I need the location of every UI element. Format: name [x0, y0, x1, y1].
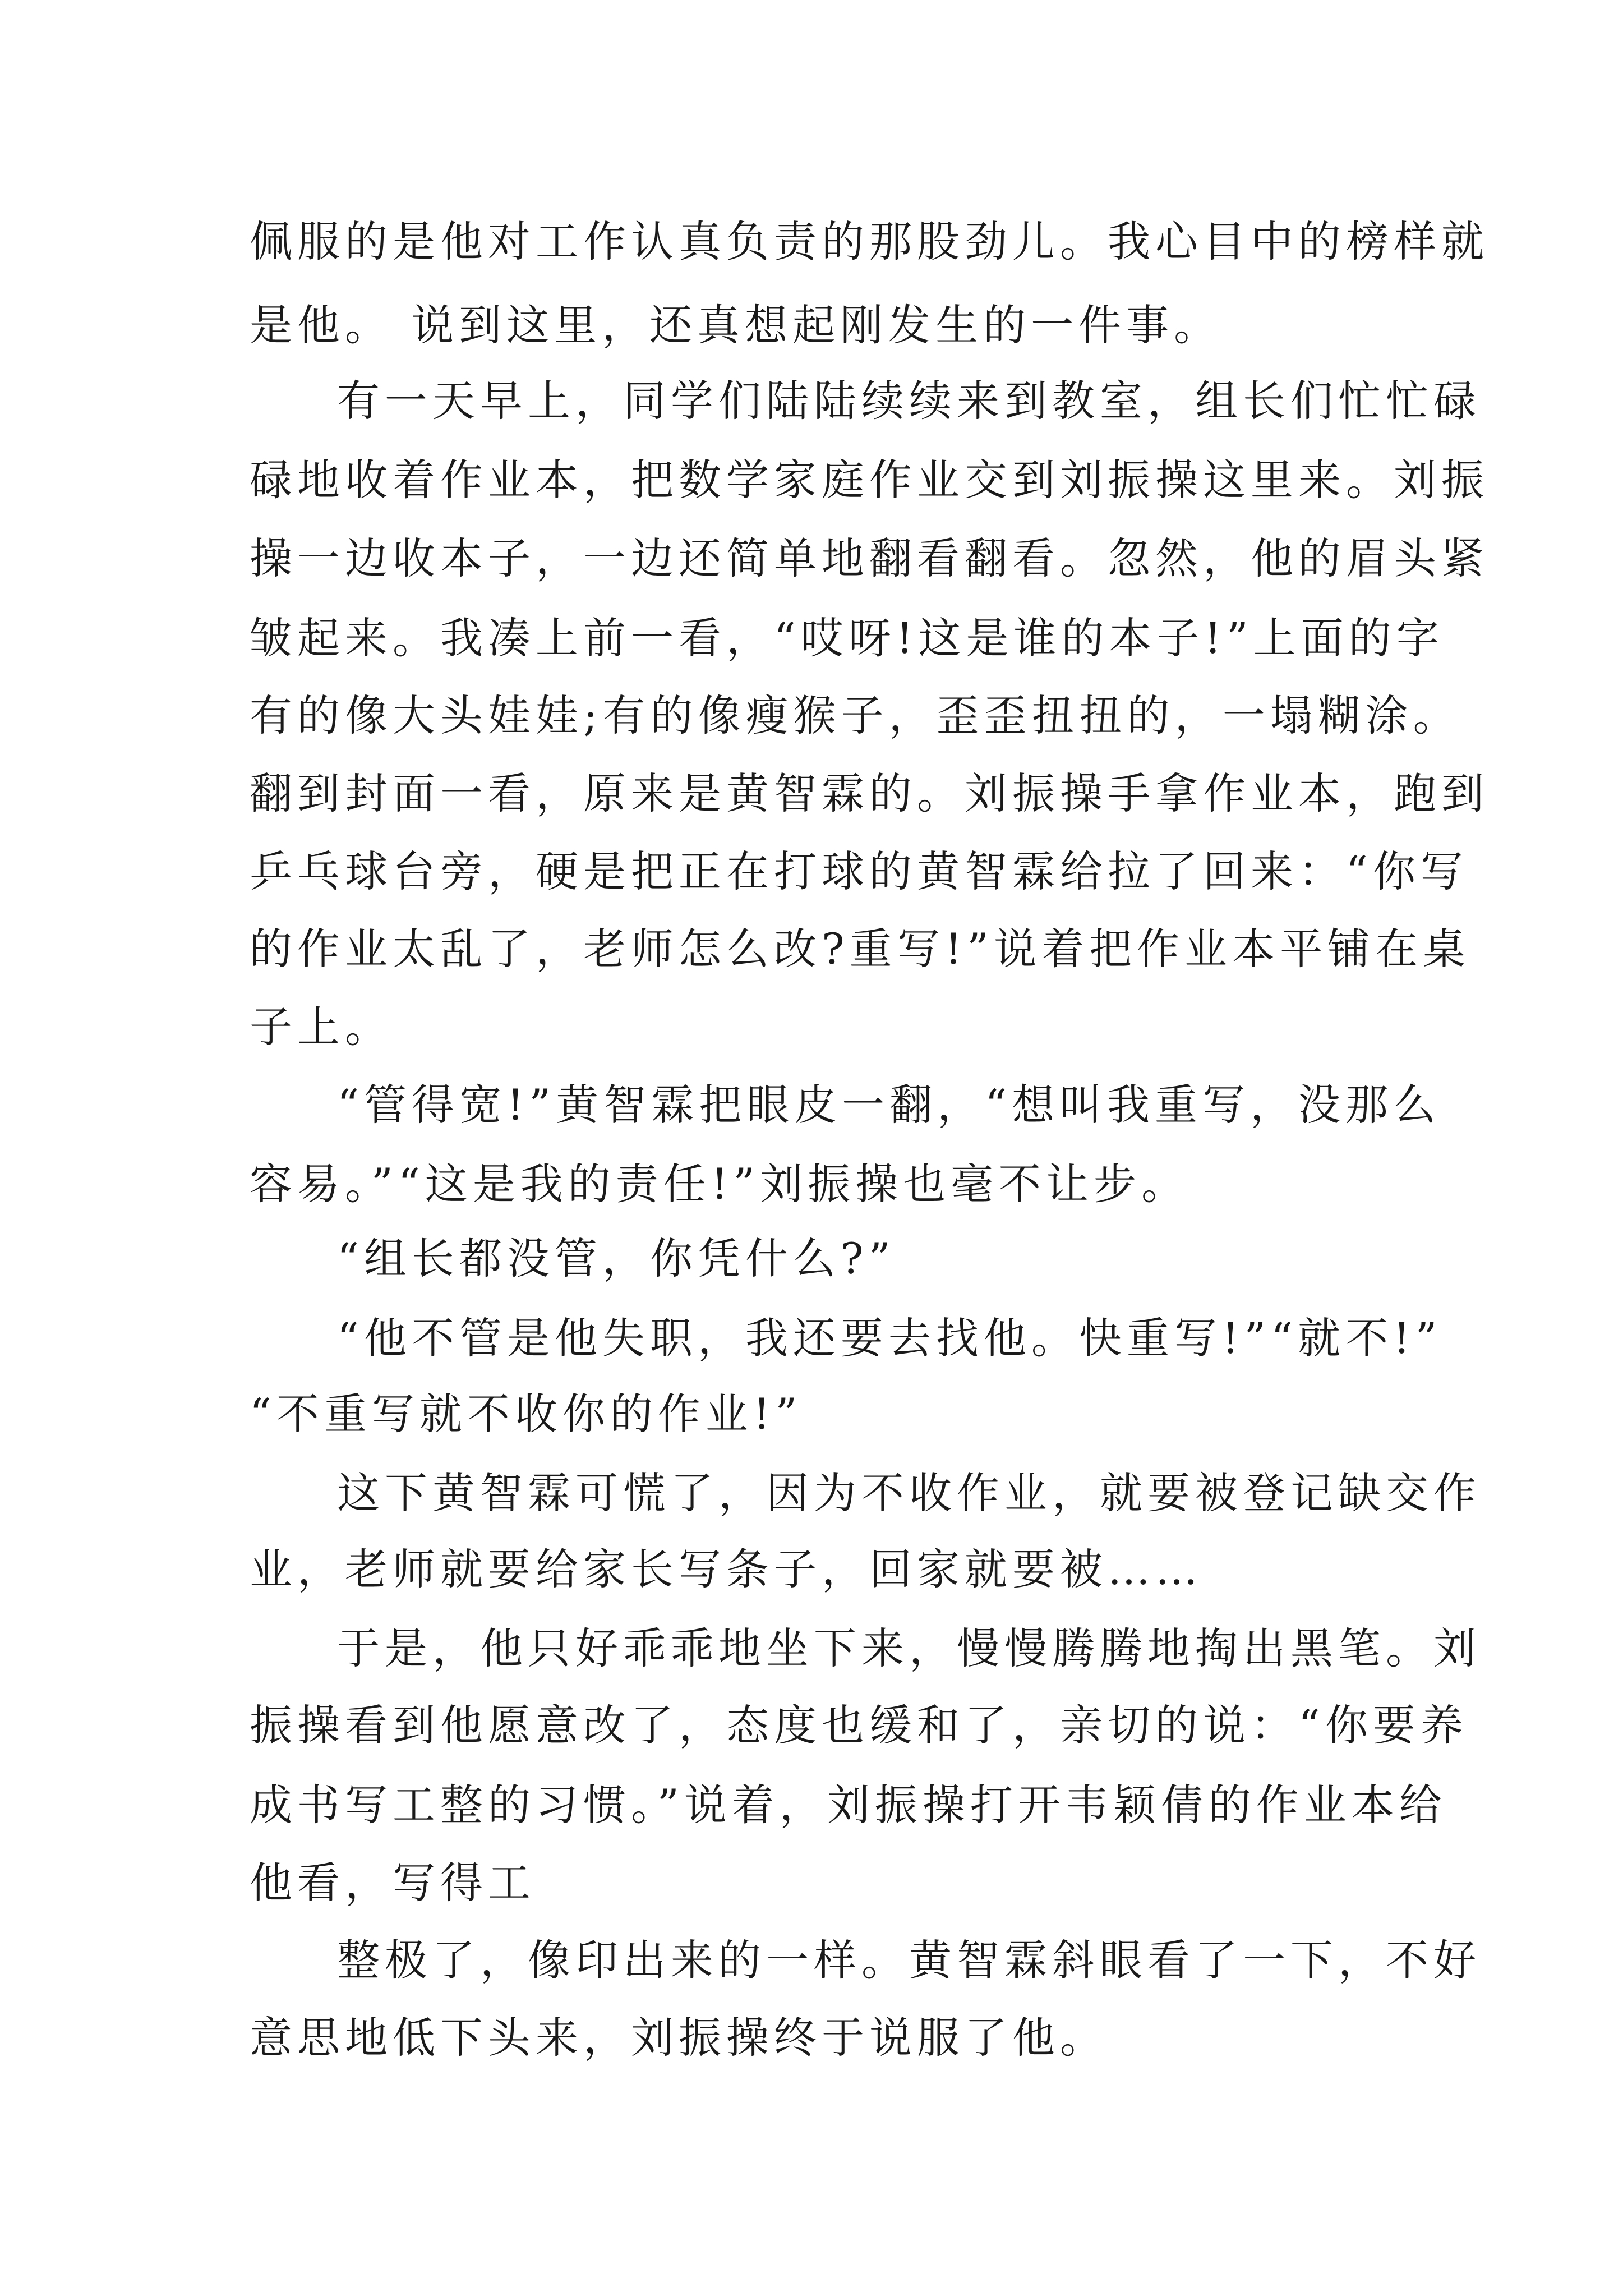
text-line: 业，老师就要给家长写条子，回家就要被…… — [250, 1544, 1203, 1594]
text-line: 是他。 说到这里，还真想起刚发生的一件事。 — [250, 300, 1222, 350]
text-line: 振操看到他愿意改了，态度也缓和了，亲切的说：“你要养 — [250, 1700, 1468, 1750]
text-line: “管得宽!”黄智霖把眼皮一翻，“想叫我重写，没那么 — [337, 1080, 1441, 1130]
text-line: 的作业太乱了，老师怎么改?重写!”说着把作业本平铺在桌 — [250, 924, 1471, 974]
text-line: 成书写工整的习惯。”说着，刘振操打开韦颖倩的作业本给 — [250, 1780, 1447, 1830]
text-line: 容易。”“这是我的责任!”刘振操也毫不让步。 — [250, 1159, 1189, 1209]
text-line: 意思地低下头来，刘振操终于说服了他。 — [250, 2013, 1108, 2063]
text-line: 整极了，像印出来的一样。黄智霖斜眼看了一下，不好 — [337, 1935, 1481, 1985]
text-line: 子上。 — [250, 1002, 393, 1052]
text-line: “组长都没管，你凭什么?” — [337, 1234, 896, 1283]
text-line: 翻到封面一看，原来是黄智霖的。刘振操手拿作业本，跑到 — [250, 769, 1489, 818]
text-line: 操一边收本子，一边还简单地翻看翻看。忽然，他的眉头紧 — [250, 533, 1489, 583]
text-line: 他看，写得工 — [250, 1858, 536, 1908]
text-line: 这下黄智霖可慌了，因为不收作业，就要被登记缺交作 — [337, 1468, 1481, 1518]
text-line: 乒乓球台旁，硬是把正在打球的黄智霖给拉了回来：“你写 — [250, 846, 1468, 896]
text-line: “不重写就不收你的作业!” — [250, 1389, 803, 1439]
text-line: “他不管是他失职，我还要去找他。快重写!”“就不!” — [337, 1313, 1442, 1363]
text-line: 有的像大头娃娃;有的像瘦猴子，歪歪扭扭的，一塌糊涂。 — [250, 691, 1461, 740]
text-line: 于是，他只好乖乖地坐下来，慢慢腾腾地掏出黑笔。刘 — [337, 1623, 1481, 1673]
text-line: 皱起来。我凑上前一看，“哎呀!这是谁的本子!”上面的字 — [250, 613, 1444, 663]
text-line: 碌地收着作业本，把数学家庭作业交到刘振操这里来。刘振 — [250, 455, 1489, 505]
text-line: 佩服的是他对工作认真负责的那股劲儿。我心目中的榜样就 — [250, 217, 1489, 266]
text-line: 有一天早上，同学们陆陆续续来到教室，组长们忙忙碌 — [337, 376, 1481, 426]
